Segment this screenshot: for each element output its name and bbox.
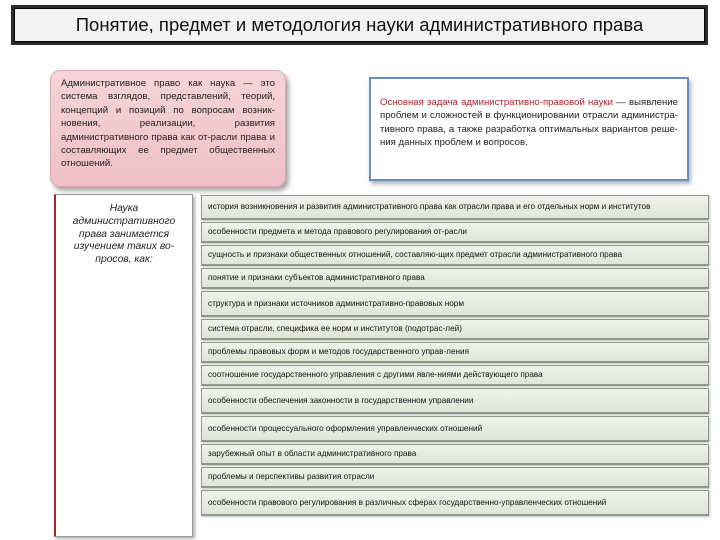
list-item	[201, 416, 709, 442]
list-item-text: особенности правового регулирования в различных сферах государственно-управленческих отношений	[208, 497, 607, 507]
title-bar	[11, 5, 708, 45]
list-item-text: понятие и признаки субъектов административного права	[208, 273, 425, 282]
list-item-text: соотношение государственного управления с другими явле-ниями действующего права	[208, 370, 543, 379]
list-item-text: особенности предмета и метода правового регулирования от-расли	[208, 227, 467, 236]
page-title: Понятие, предмет и методология науки административного права	[14, 8, 705, 42]
science-question-text: Наука административного права занимается изучением таких во-просов, как:	[72, 203, 176, 266]
task-box	[369, 77, 689, 181]
list-item	[201, 467, 709, 488]
list-item-text: история возникновения и развития административного права как отрасли права и его отдельных норм и институтов	[208, 202, 651, 211]
list-item	[201, 268, 709, 289]
definition-box: Административное право как наука — это система взглядов, представлений, теорий, концепций и позиций по вопросам возник-новения, реализации, развития административного права как от-расли права и составляющих ее предмет общественных отношений.	[50, 70, 286, 187]
list-item	[201, 245, 709, 266]
list-item-text: сущность и признаки общественных отношений, составляю-щих предмет отрасли административного права	[208, 250, 623, 259]
science-question-box	[54, 194, 193, 537]
list-item	[201, 195, 709, 220]
list-item	[201, 388, 709, 414]
list-item	[201, 490, 709, 516]
list-item	[201, 319, 709, 340]
list-item	[201, 342, 709, 363]
list-item-text: структура и признаки источников административно-правовых норм	[208, 298, 464, 308]
list-item	[201, 365, 709, 386]
task-highlight: Основная задача административно-правовой науки	[380, 97, 613, 108]
list-item-text: особенности обеспечения законности в государственном управлении	[208, 395, 474, 405]
list-item	[201, 222, 709, 243]
list-item-text: проблемы и перспективы развития отрасли	[208, 472, 375, 481]
list-item	[201, 291, 709, 317]
list-item-text: зарубежный опыт в области административного права	[208, 449, 417, 458]
list-item-text: проблемы правовых форм и методов государственного управ-ления	[208, 347, 470, 356]
list-item	[201, 444, 709, 465]
task-text: — выявление проблем и сложностей в функционировании отрасли администра-тивного права, а также разработка оптимальных вариантов реше-ния данных проблем и вопросов.	[380, 97, 679, 149]
list-item-text: система отрасли, специфика ее норм и институтов (подотрас-лей)	[208, 324, 462, 333]
list-item-text: особенности процессуального оформления управленческих отношений	[208, 423, 483, 433]
